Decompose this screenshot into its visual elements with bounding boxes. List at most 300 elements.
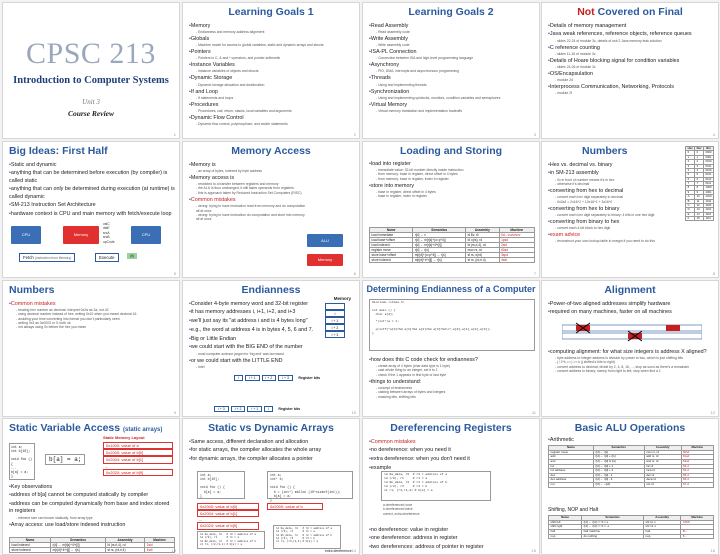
mem-cell: i + 1 xyxy=(245,375,260,381)
shift-title: Shifting, NOP and Halt xyxy=(548,507,599,513)
page-number: 12 xyxy=(710,410,715,415)
sub-bullet-item: - slides 11-16 of module 3c xyxy=(548,52,714,56)
slide-title: Loading and Storing xyxy=(399,145,503,157)
bullet-item: • Synchronization xyxy=(369,89,535,96)
slide-static-vs-dynamic xyxy=(182,418,360,555)
table-cell: 0111 xyxy=(704,182,714,186)
slide-title: Learning Goals 1 xyxy=(228,6,314,18)
table-cell: nop xyxy=(549,534,582,539)
bullet-item: • things to understand: xyxy=(369,379,535,386)
mem-cell: i + 3 xyxy=(278,375,293,381)
bullet-item: • hardware context is CPU and main memory with fetch/execute loop xyxy=(9,211,175,218)
bullet-list xyxy=(189,160,309,222)
table-cell: load indexed xyxy=(370,243,413,248)
execute-note: (it) xyxy=(127,253,137,259)
column-header: Machine xyxy=(499,228,534,233)
table-cell: st rs, (rd,ri,4) xyxy=(105,548,144,553)
page-number: 4 xyxy=(712,132,715,137)
page-number: 5 xyxy=(173,271,176,276)
table-cell: 0000 xyxy=(705,151,712,155)
table-cell: r[d] ← v xyxy=(413,233,466,238)
title-main: Static Variable Access xyxy=(9,422,121,434)
sub-bullet-item: - Using and implementing threads xyxy=(369,83,535,87)
note: correct, extra dereference xyxy=(383,511,420,516)
bullet-item: • Dynamic Storage xyxy=(189,75,355,82)
column-header: Assembly xyxy=(644,446,681,451)
table-cell: 0101 xyxy=(705,173,712,177)
bullet-list-top xyxy=(548,299,714,317)
sub-bullet-item: - Virtual memory translation and implementation tradeoffs xyxy=(369,109,535,113)
slide-big-ideas xyxy=(2,141,180,278)
note: b dereferenced twice xyxy=(383,507,413,512)
table-cell: load base+offset xyxy=(370,238,413,243)
table-cell: inca rd xyxy=(644,469,681,474)
slide-title xyxy=(9,422,180,434)
table-cell: 7 xyxy=(695,182,704,186)
cpu-box-right: CPU xyxy=(131,226,161,244)
table-cell: 3spd xyxy=(499,253,534,258)
bullet-item: • ISA-PL Connection xyxy=(369,49,535,56)
table-cell: 0d-- vvvvvvvv xyxy=(499,233,534,238)
instruction-table xyxy=(9,537,175,553)
slide-title: Determining Endianness of a Computer xyxy=(366,284,536,294)
bullet-item: • load into register xyxy=(369,161,535,168)
reg-label: srcB xyxy=(103,235,110,240)
asm-example: ld $a_data, r0 # r0 = address of a ld (r0), r1 # r1 = a ld $b_data, r2 # r2 = address of b ld (r2), r3 # r3 = b st r1, (r3,r1,4) # b[a] = a xyxy=(381,471,491,501)
sub-bullet-item: - reconstruct your own lookup table in margin if you need to do this xyxy=(548,239,682,243)
shift-table xyxy=(548,515,714,539)
sub-bullet-item: - not always using 0x before the hex you mean xyxy=(9,325,175,329)
mem-row: ... xyxy=(105,463,109,469)
table-cell: m[r[d]+4*r[i]] ← r[s] xyxy=(413,258,466,263)
page-number: 7 xyxy=(533,271,536,276)
title-sub: (static arrays) xyxy=(123,427,163,433)
table-cell: dec address xyxy=(549,478,594,483)
code-line: } xyxy=(11,474,13,479)
table-cell: 4sdi xyxy=(499,258,534,263)
reg-label: dstE xyxy=(103,226,110,231)
sub-bullet-item: - convert each hex digit separately to decimal xyxy=(548,195,682,199)
mem-cell: i xyxy=(264,406,273,412)
sub-bullet-item: - wrong: trying to have instruction read from memory and do computation all at once xyxy=(189,204,309,213)
mem-row: 0x2004: value of b[1] xyxy=(197,510,259,517)
table-cell: halt xyxy=(549,529,582,534)
column-header: Name xyxy=(549,446,594,451)
table-cell: B xyxy=(686,199,695,203)
table-cell: halt xyxy=(644,529,681,534)
table-cell: ff-- xyxy=(681,534,714,539)
slide-title: Dereferencing Registers xyxy=(390,422,512,434)
column-header: Name xyxy=(370,228,413,233)
bullet-item: • we could start with the BIG END of the number xyxy=(189,344,319,351)
layout-label: Static Memory Layout xyxy=(103,435,145,440)
table-cell: E xyxy=(686,212,695,216)
deref-notes xyxy=(383,503,420,516)
sub-bullet-item: - Instance variables of objects and structs xyxy=(189,69,355,73)
column-header: Name xyxy=(549,516,582,521)
mem-cell: i + 3 xyxy=(325,331,345,338)
table-cell: ld (rs,ri,4), rd xyxy=(105,543,144,548)
page-number: 15 xyxy=(531,548,536,553)
bullet-item: • anything that can only be determined during execution (at runtime) is called dynamic xyxy=(9,186,175,201)
column-header: Semantics xyxy=(51,538,106,543)
table-cell: 12 xyxy=(695,203,704,207)
table-cell: 0010 xyxy=(705,160,712,164)
page-number: 6 xyxy=(353,271,356,276)
sub-bullet-item: - j / 2^k == j >> k (j shifted k bits to right) xyxy=(548,360,714,364)
mem-cell xyxy=(325,303,345,310)
table-cell: 1 xyxy=(686,155,695,159)
sub-bullet-item: - Connection between ISA and high-level programming language xyxy=(369,56,535,60)
bullet-list xyxy=(189,21,355,127)
table-cell: 3 xyxy=(695,164,704,168)
table-cell: register move xyxy=(370,248,413,253)
register-labels xyxy=(103,222,115,244)
bullet-item: • Details of Hoare blocking signal for condition variables xyxy=(548,58,714,65)
sub-bullet-item: - the ALU is thus unchanged, it still takes operands from registers xyxy=(189,186,309,190)
table-row xyxy=(370,258,535,263)
cpu-box: CPU xyxy=(11,226,41,244)
table-cell: m[r[d]+(o=p*4)] ← r[s] xyxy=(413,253,466,258)
bullet-item: • Common mistakes xyxy=(9,301,175,308)
table-cell: 8 xyxy=(686,186,695,190)
bullet-item: • Read Assembly xyxy=(369,23,535,30)
slide-title: Alignment xyxy=(604,284,656,296)
table-cell: r[d] ← ~r[d] xyxy=(593,483,644,488)
sub-bullet-item: - cast whole thing to an integer, set it to 1 xyxy=(369,368,535,372)
sub-bullet-item: - otherwise it's decimal xyxy=(548,182,682,186)
note: a dereferenced once xyxy=(383,503,413,507)
code-line: int b[10]; xyxy=(11,449,31,454)
sub-bullet-item: - convert address to decimal; divide by 2, 4, 8, 16, ...; stop as soon as there's a remainder xyxy=(548,365,714,369)
course-subtitle: Introduction to Computer Systems xyxy=(13,75,169,86)
slide-numbers xyxy=(541,141,719,278)
sub-bullet-item: - masking bits, shifting bits xyxy=(369,395,535,399)
table-cell: 2 xyxy=(695,160,704,164)
bullet-list xyxy=(548,21,714,96)
slide-title: Memory Access xyxy=(231,145,311,157)
sub-bullet-item: - PIO, DMA, interrupts and asynchronous programming xyxy=(369,69,535,73)
bullet-list xyxy=(369,159,535,199)
column-header: Semantics xyxy=(413,228,466,233)
table-cell: 6 xyxy=(686,177,695,181)
sub-bullet-item: - most computer-science jargon for 'big end' was borrowed xyxy=(189,352,319,356)
table-cell: do nothing xyxy=(582,534,644,539)
table-cell: and xyxy=(549,459,594,464)
bullet-item: • OS/Encapsulation xyxy=(548,71,714,78)
bullet-item: • Asynchrony xyxy=(369,62,535,69)
title-rest: Covered on Final xyxy=(594,6,683,18)
table-cell: 2 xyxy=(686,160,695,164)
bullet-item: • Consider 4-byte memory word and 32-bit register xyxy=(189,301,319,308)
table-cell: 4 xyxy=(686,168,695,172)
table-cell: inc rd xyxy=(644,464,681,469)
mem-row-dynamic: 0x2000: value of b xyxy=(267,503,323,510)
table-cell: r[d] ← r[s] xyxy=(593,450,644,455)
slide-static-arrays xyxy=(2,418,180,555)
table-cell: r[d] ← m[r[s]+(o=p*4)] xyxy=(413,238,466,243)
table-cell: 9 xyxy=(686,190,695,194)
slide-title: Big Ideas: First Half xyxy=(9,145,108,157)
table-cell: r[d] ← r[d] >> S = -s xyxy=(582,525,644,530)
table-cell: 1psd xyxy=(499,238,534,243)
slide-basic-alu xyxy=(541,418,719,555)
sub-bullet-item: - Intel xyxy=(189,365,319,369)
table-cell: 1010 xyxy=(705,195,712,199)
sub-bullet-item: - using decimal number instead of hex: writing 0x10 when you meant decimal 16 xyxy=(9,312,175,316)
column-header: Machine xyxy=(681,516,714,521)
register-bits-label: Register bits xyxy=(298,376,321,380)
bullet-item: • Big or Little Endian xyxy=(189,336,319,343)
bullet-list xyxy=(369,21,535,114)
column-header: Hex xyxy=(687,147,693,150)
table-cell: r[d] ← r[d] << S = s xyxy=(582,520,644,525)
bullet-list xyxy=(189,299,319,369)
table-cell: 4sdi xyxy=(145,548,175,553)
table-cell: 60sd xyxy=(681,450,713,455)
table-cell: 7 xyxy=(686,182,695,186)
asm-dynamic: ld $a_data, r0 # r0 = address of a ld (r0), r1 # r1 = a ld $b_data, r2 # r2 = address of b ld (r2), r3 # r3 = b st r1, (r3,r1,4) # b[a] = a xyxy=(273,525,341,549)
sub-bullet-item: - an array of bytes, indexed by byte address xyxy=(189,169,309,173)
slide-endianness xyxy=(182,280,360,417)
table-cell: register move xyxy=(549,450,594,455)
table-cell: r[d] ← r[d] - 1 xyxy=(593,473,644,478)
reg-label: opCode xyxy=(103,239,115,244)
fetch-box xyxy=(19,253,75,262)
page-number: 14 xyxy=(351,548,356,553)
bullet-item: • e.g., the word at address 4 is in bytes 4, 5, 6 and 7. xyxy=(189,327,319,334)
bullet-item: • no dereference: when you need it xyxy=(369,447,535,454)
table-cell: store indexed xyxy=(10,548,51,553)
table-cell: 9 xyxy=(695,190,704,194)
bullet-item: • Power-of-two aligned addresses simplify hardware xyxy=(548,301,714,308)
fetch-note: (instruction from Memory) xyxy=(34,256,72,260)
table-cell: st rs, o(rd) xyxy=(466,253,500,258)
bullet-list-2 xyxy=(369,525,535,551)
sub-bullet-item: - this is approach taken by Reduced Instruction Set Computers (RISC) xyxy=(189,191,309,195)
bullet-item: • two dereferences: address of pointer in register xyxy=(369,544,535,551)
slide-loading-storing xyxy=(362,141,540,278)
column-header: Assembly xyxy=(466,228,500,233)
table-cell: shl rd, s xyxy=(644,520,681,525)
table-cell: 67-d xyxy=(681,483,713,488)
sub-bullet-item: - Dynamic flow control, polymorphism, and switch statements xyxy=(189,122,355,126)
bullet-item: • Key observations xyxy=(9,484,175,491)
page-number: 1 xyxy=(173,132,176,137)
bullet-item: • converting from binary to hex xyxy=(548,219,682,226)
slide-numbers-2 xyxy=(2,280,180,417)
table-row xyxy=(549,534,714,539)
sub-bullet-item: - base in register, direct offset in 4 bytes xyxy=(369,190,535,194)
mem-row: ... xyxy=(199,517,203,523)
table-cell: not rd xyxy=(644,483,681,488)
table-cell: 0001 xyxy=(705,155,712,159)
mem-row: 0x2020: value of b[9] xyxy=(103,469,173,476)
sub-bullet-item: - module 2f xyxy=(548,91,714,95)
table-cell: C xyxy=(686,203,695,207)
c-code-block: #include <stdio.h> int main () { char a[4]; *(int*)a = 1; printf("a[0]=%d a[1]=%d a[2]=%d a[3]=%d\n",a[0],a[1],a[2],a[3]); } xyxy=(369,299,535,351)
page-number: 10 xyxy=(351,410,356,415)
table-cell: add rs, rd xyxy=(644,455,681,460)
sub-bullet-item: - casting between arrays of bytes and integers xyxy=(369,390,535,394)
bullet-item: • Arithmetic xyxy=(548,437,714,444)
table-cell: 1111 xyxy=(704,217,714,221)
slide-alignment xyxy=(541,280,719,417)
code-line: ... xyxy=(11,465,17,470)
table-cell: 8 xyxy=(695,186,704,190)
bullet-list xyxy=(548,160,682,244)
slide-cover xyxy=(2,2,180,139)
sub-bullet-item: - wrong: trying to have instruction do computation and store into memory all at once xyxy=(189,213,309,222)
bullet-item: • Memory is xyxy=(189,162,309,169)
misaligned-word xyxy=(666,325,680,331)
page-number: 8 xyxy=(712,271,715,276)
c-code-static: int a; int b[10]; void foo () { b[a] = a; } xyxy=(197,471,245,499)
table-cell: ld $v, r0 xyxy=(466,233,500,238)
table-cell: 4 xyxy=(695,168,704,172)
table-cell: 5 xyxy=(695,173,704,177)
bullet-item: • required on many machines, faster on all machines xyxy=(548,309,714,316)
mem-cell: i + 1 xyxy=(325,317,345,324)
bullet-item: • Procedures xyxy=(189,102,355,109)
slide-title: Endianness xyxy=(241,284,301,296)
table-cell: 14 xyxy=(695,212,704,216)
bullet-item: • computing alignment: for what size integers is address X aligned? xyxy=(548,349,714,356)
sub-bullet-item: - Write assembly code xyxy=(369,43,535,47)
bullet-item: • SM-213 Instruction Set Architecture xyxy=(9,202,175,209)
slide-memory-access xyxy=(182,141,360,278)
sub-bullet-item: - convert address to binary; sweep from right to left, stop when find a 1 xyxy=(548,369,714,373)
page-number: 16 xyxy=(710,548,715,553)
bullet-list xyxy=(9,299,175,330)
sub-bullet-item: - from memory: base in register, direct offset in 4 bytes xyxy=(369,172,535,176)
column-header: Name xyxy=(10,538,51,543)
table-cell: r[d] ← r[d] + 1 xyxy=(593,464,644,469)
table-cell: inc xyxy=(549,464,594,469)
page-number: 9 xyxy=(173,410,176,415)
table-cell: F xyxy=(686,217,695,221)
sub-bullet-item: - slides 24-26 of module 3c xyxy=(548,65,714,69)
table-cell: 1000 xyxy=(705,186,712,190)
sub-bullet-item: - create array of 4 bytes (char data type is 1 byte) xyxy=(369,364,535,368)
slide-title: Numbers xyxy=(9,284,55,296)
mem-row: 0x2000: value of b[0] xyxy=(197,503,259,510)
sub-bullet-item: - If statements and loops xyxy=(189,96,355,100)
column-header: Bin xyxy=(704,147,714,151)
bullet-item: • example xyxy=(369,465,535,472)
bullet-item: • anything that can be determined before execution (by compiler) is called static xyxy=(9,170,175,185)
slide-title: Learning Goals 2 xyxy=(408,6,494,18)
sub-bullet-item: - Read assembly code xyxy=(369,30,535,34)
bullet-list xyxy=(369,437,535,472)
title-not-word: Not xyxy=(577,6,595,18)
code-line: void foo () { xyxy=(11,457,33,466)
course-review-label: Course Review xyxy=(67,109,115,118)
table-cell: 66-d xyxy=(681,478,713,483)
table-cell: store indexed xyxy=(370,258,413,263)
memory-column xyxy=(325,303,345,338)
sub-bullet-item: - base in register, index in register xyxy=(369,194,535,198)
table-cell: 5 xyxy=(686,173,695,177)
column-header: Machine xyxy=(681,446,713,451)
sub-bullet-item: - Using and implementing spinlocks, monitors, condition variables and semaphores xyxy=(369,96,535,100)
mem-cell: i + 2 xyxy=(325,324,345,331)
static-memory-layout xyxy=(103,442,173,476)
slide-title xyxy=(542,6,718,18)
reg-label: srcA xyxy=(103,230,110,235)
extra-dereference-label: extra dereference xyxy=(325,549,352,553)
slide-learning-goals-2 xyxy=(362,2,540,139)
hex-lookup-table xyxy=(685,146,714,221)
mem-static xyxy=(197,503,259,530)
code-line: b[a] = a; xyxy=(11,469,29,474)
sub-bullet-item: - 0x in front of number means it's in hex xyxy=(548,178,682,182)
page-number: 2 xyxy=(353,132,356,137)
table-cell: and rs, rd xyxy=(644,459,681,464)
column-header: Semantics xyxy=(582,516,644,521)
sub-bullet-item: - avoiding your time converting into format you don't particularly need xyxy=(9,317,175,321)
bullet-item: • Write Assembly xyxy=(369,36,535,43)
slide-not-covered xyxy=(541,2,719,139)
course-title: CPSC 213 xyxy=(26,37,156,70)
table-cell: f0-- xyxy=(681,529,714,534)
alu-box: ALU xyxy=(307,234,343,247)
table-cell: m[r[d]+4*r[i]] ← r[s] xyxy=(51,548,106,553)
table-cell: 0 xyxy=(695,151,704,155)
table-cell: r[d] ← r[d] + 4 xyxy=(593,469,644,474)
sub-bullet-item: - element size can known statically, from array type xyxy=(9,516,175,520)
bullet-item: • Common mistakes xyxy=(369,439,535,446)
table-cell: dec rd xyxy=(644,473,681,478)
sub-bullet-item: - check if the 1 appears in first byte or last byte xyxy=(369,373,535,377)
table-cell: 64-d xyxy=(681,469,713,474)
bullet-item: • Pointers xyxy=(189,49,355,56)
bullet-item: • one dereference: address in register xyxy=(369,535,535,542)
table-cell: 2sid xyxy=(145,543,175,548)
slide-dereferencing xyxy=(362,418,540,555)
table-row xyxy=(549,483,714,488)
bullet-item: • Java weak references, reference objects, reference queues xyxy=(548,31,714,38)
mem-cell: i + 3 xyxy=(214,406,229,412)
mem-row: 0x2004: value of b[1] xyxy=(103,456,173,463)
table-cell: mov rs, rd xyxy=(466,248,500,253)
arithmetic-table xyxy=(548,445,714,488)
sub-bullet-item: - restricted to a transfer between registers and memory xyxy=(189,182,309,186)
column-header: Assembly xyxy=(644,516,681,521)
table-row xyxy=(10,548,175,553)
c-code-left xyxy=(9,443,35,480)
mem-row: 0x1000: value of a xyxy=(103,442,173,449)
table-cell: ld o(rs), rd xyxy=(466,238,500,243)
column-header: Machine xyxy=(145,538,175,543)
bullet-list xyxy=(189,437,355,463)
table-row xyxy=(686,217,714,221)
table-cell: r[d] ← m[r[s]+4*r[i]] xyxy=(413,243,466,248)
table-cell: 65-d xyxy=(681,473,713,478)
sub-bullet-item: - Pointers in C, & and * operators, and pointer arithmetic xyxy=(189,56,355,60)
table-cell: 60sd xyxy=(499,248,534,253)
table-cell: 0100 xyxy=(705,168,712,172)
asm-static: ld $a_data, r0 # r0 = address of a ld (r0), r1 # r1 = a ld $b_data, r2 # r2 = address of b st r1, (r2,r1,4) # b[a] = a xyxy=(197,531,265,549)
bullet-item: • C reference counting xyxy=(548,45,714,52)
slide-title: Static vs Dynamic Arrays xyxy=(208,422,334,434)
table-cell: inc address xyxy=(549,469,594,474)
sub-bullet-item: - convert each 4-bit block to hex digit xyxy=(548,226,682,230)
formula: b[a] = a; xyxy=(45,454,85,465)
bullet-item: • Same access, different declaration and allocation xyxy=(189,439,355,446)
bullet-item: • Globals xyxy=(189,36,355,43)
bullet-item: • or we could start with the LITTLE END xyxy=(189,358,319,365)
